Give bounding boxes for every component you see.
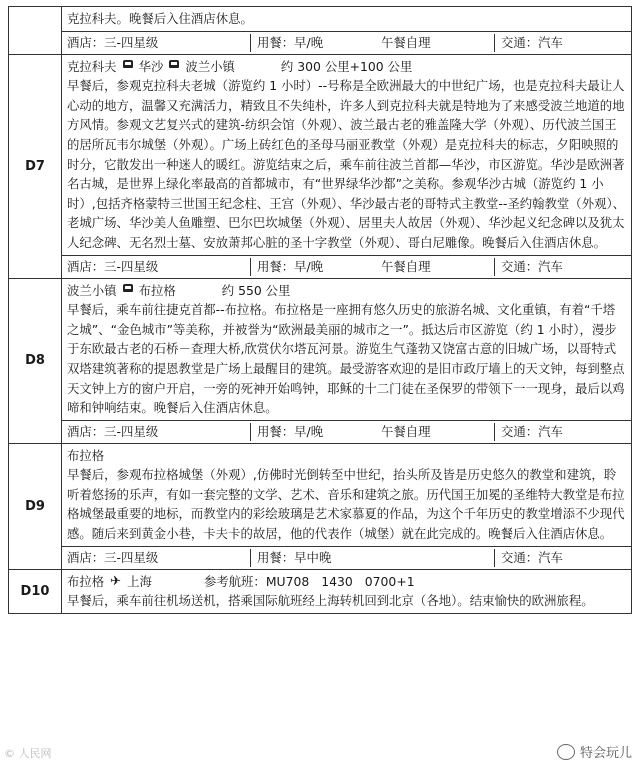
hotel-info: 酒店：三-四星级	[67, 423, 159, 439]
info-row	[62, 31, 631, 54]
route-from: 布拉格	[67, 447, 105, 463]
itinerary-table	[8, 6, 632, 614]
day-body: 早餐后，乘车前往捷克首都--布拉格。布拉格是一座拥有悠久历史的旅游名城、文化重镇，有着“千塔之城”、“金色城市”等美称，并被誉为“欧洲最美丽的城市之一”。抵达后市区游览（约 1 小时），漫步于东欧最古老的石桥－查理大桥,欣赏伏尔塔瓦河景。游览生气蓬勃又饶富古意的旧城广场，以哥特式双塔建筑著称的提恩教堂是广场上最醒目的建筑。最受游客欢迎的是旧市政厅墙上的天文钟，每到整点天文钟上方的窗户开启，一旁的死神开始鸣钟，耶稣的十二门徒在圣保罗的带领下一一现身，最后以鸡啼和钟响结束。晚餐后入住酒店休息。	[67, 302, 625, 416]
watermark-right-text: 特会玩儿	[579, 746, 632, 761]
hotel-info: 酒店：三-四星级	[67, 258, 159, 274]
transport-info: 交通：汽车	[494, 549, 563, 567]
day-content	[62, 444, 631, 546]
day-content-cell	[62, 7, 632, 55]
watermark-left: © 人民网	[4, 747, 52, 760]
transport-info: 交通：汽车	[494, 258, 563, 276]
day-content	[62, 55, 631, 255]
lunch-info: 午餐自理	[381, 34, 431, 50]
flight-depart-time: 1430	[321, 573, 353, 589]
day-row-d7	[9, 54, 632, 278]
route-line	[67, 281, 626, 301]
route-mid: 华沙	[138, 58, 164, 74]
meal-info: 用餐：早/晚	[250, 258, 381, 276]
day-label: D8	[9, 278, 62, 443]
day-content-cell	[62, 278, 632, 443]
route-line	[67, 57, 626, 77]
day-label: D9	[9, 443, 62, 569]
meal-info: 用餐：早/晚	[250, 34, 381, 52]
day-content-cell	[62, 443, 632, 569]
transport-info: 交通：汽车	[494, 423, 563, 441]
route-from: 波兰小镇	[67, 282, 117, 298]
day-label-cell	[9, 7, 62, 55]
day-label: D10	[9, 569, 62, 613]
flight-label: 参考航班：	[203, 573, 266, 589]
meal-info: 用餐：早中晚	[250, 549, 494, 567]
bus-icon	[123, 281, 133, 301]
info-row	[62, 546, 631, 569]
lunch-info: 午餐自理	[381, 258, 431, 274]
route-to: 布拉格	[138, 282, 176, 298]
info-row	[62, 420, 631, 443]
day-row-d10	[9, 569, 632, 613]
day-body: 早餐后，乘车前往机场送机，搭乘国际航班经上海转机回到北京（各地）。结束愉快的欧洲旅程。	[67, 593, 594, 609]
route-distance: 约 550 公里	[221, 282, 291, 298]
day-content	[62, 279, 631, 420]
day-content	[62, 570, 631, 613]
info-row	[62, 255, 631, 278]
day-body: 早餐后，参观布拉格城堡（外观）,仿佛时光倒转至中世纪，抬头所及皆是历史悠久的教堂和建筑，聆听着悠扬的乐声，有如一套完整的文学、艺术、音乐和建筑之旅。历代国王加冕的圣维特大教堂是布拉格城堡最重要的地标，而教堂内的彩绘玻璃是艺术家慕夏的作品，为这个千年历史的教堂增添不少现代感。随后来到黄金小巷，卡夫卡的故居，他的代表作（城堡）就在此完成的。晚餐后入住酒店休息。	[67, 467, 625, 542]
route-distance: 约 300 公里+100 公里	[280, 58, 413, 74]
lunch-info: 午餐自理	[381, 423, 431, 439]
meal-info: 用餐：早/晚	[250, 423, 381, 441]
route-to: 上海	[127, 573, 152, 589]
flight-number: MU708	[265, 573, 310, 589]
route-to: 波兰小镇	[185, 58, 235, 74]
transport-info: 交通：汽车	[494, 34, 563, 52]
day-row-d8	[9, 278, 632, 443]
watermark-right	[557, 742, 632, 761]
flight-arrive-time: 0700+1	[364, 573, 415, 589]
day-content-cell	[62, 54, 632, 278]
hotel-info: 酒店：三-四星级	[67, 549, 159, 565]
day-row-d9	[9, 443, 632, 569]
route-line	[67, 446, 626, 466]
route-from: 布拉格	[67, 573, 105, 589]
wechat-logo-icon	[557, 744, 575, 760]
day-content-cell	[62, 569, 632, 613]
day-body: 克拉科夫。晚餐后入住酒店休息。	[67, 11, 253, 26]
airplane-icon: ✈	[110, 573, 122, 589]
route-line	[67, 572, 626, 592]
day-row-d6	[9, 7, 632, 55]
day-body: 早餐后，参观克拉科夫老城（游览约 1 小时）--号称是全欧洲最大的中世纪广场，也是克拉科夫最让人心动的地方，温馨又充满活力，精致且不失纯朴，许多人到克拉科夫就是特地为了来感受波兰地道的地方风情。参观文艺复兴式的建筑-纺织会馆（外观）、波兰最古老的雅盖隆大学（外观）、历代波兰国王的居所瓦韦尔城堡（外观）。广场上砖红色的圣母马丽亚教堂（外观）是克拉科夫的标志，夕阳映照的时分，它散发出一种迷人的暖红。游览结束之后，乘车前往波兰首都—华沙，市区游览。华沙是欧洲著名古城，是世界上绿化率最高的首都城市，有“世界绿华沙都”之美称。参观华沙古城（游览约 1 小时）,包括齐格蒙特三世国王纪念柱、王宫（外观）、华沙最古老的哥特式主教堂--圣约翰教堂（外观）、老城广场、华沙美人鱼雕塑、巴尔巴坎城堡（外观）、居里夫人故居（外观）、华沙起义纪念碑以及犹太人纪念碑、无名烈士墓、安放萧邦心脏的圣十字教堂（外观）、哥白尼雕像。晚餐后入住酒店休息。	[67, 78, 626, 250]
hotel-info: 酒店：三-四星级	[67, 34, 159, 50]
day-label: D7	[9, 54, 62, 278]
bus-icon	[169, 57, 179, 77]
bus-icon	[123, 57, 133, 77]
route-from: 克拉科夫	[67, 58, 117, 74]
